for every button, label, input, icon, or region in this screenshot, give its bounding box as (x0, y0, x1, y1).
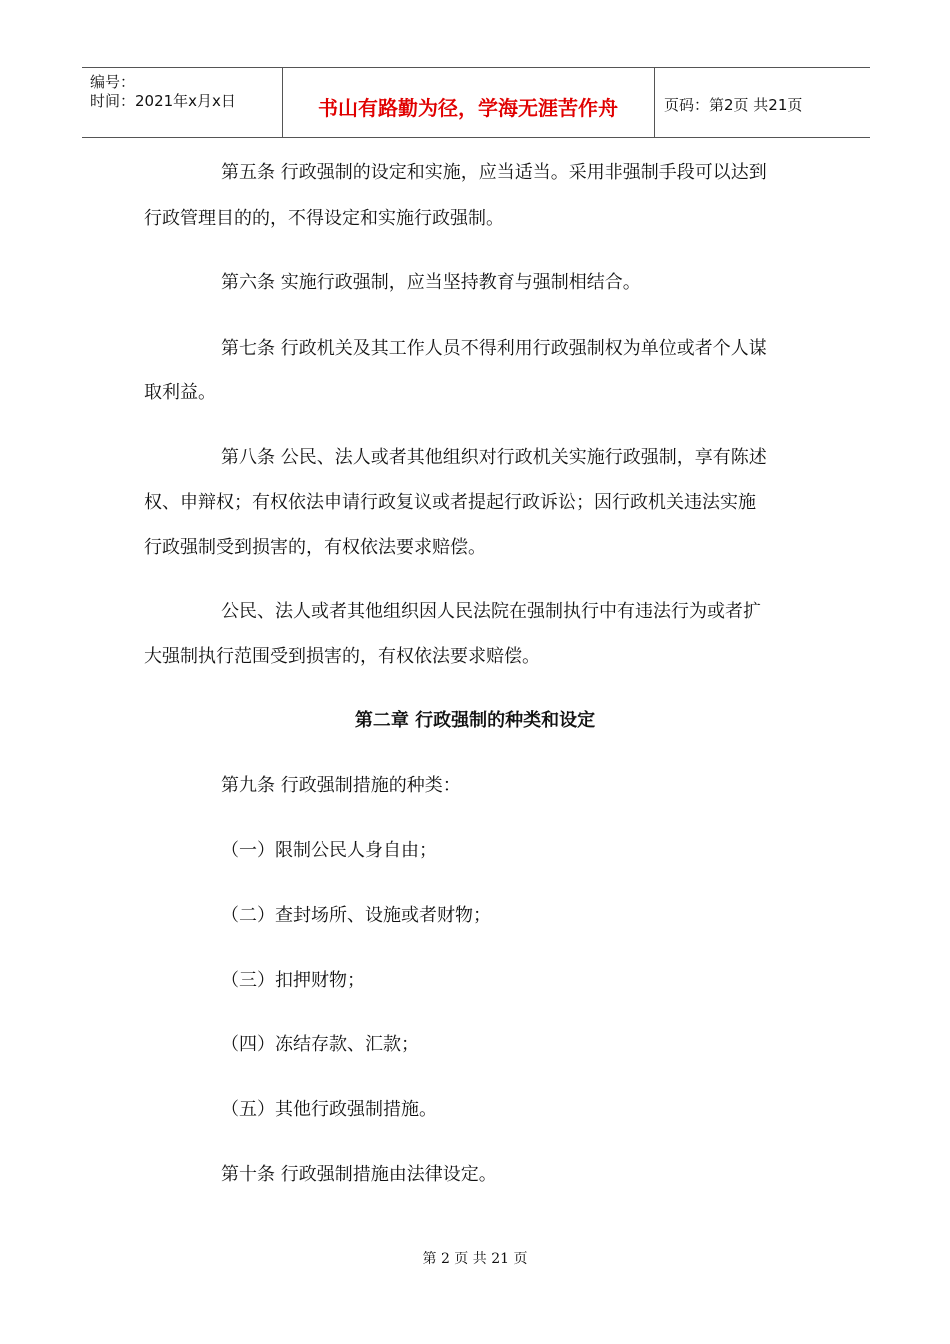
document-number-label: 编号： (90, 73, 136, 91)
article-8-para-2-line-1: 公民、法人或者其他组织因人民法院在强制执行中有违法行为或者扩 (221, 601, 761, 622)
list-item: （三）扣押财物； (221, 970, 365, 991)
article-8-line-3: 行政强制受到损害的，有权依法要求赔偿。 (144, 537, 486, 558)
list-item: （二）查封场所、设施或者财物； (221, 905, 491, 926)
article-8-line-2: 权、申辩权；有权依法申请行政复议或者提起行政诉讼；因行政机关违法实施 (144, 492, 756, 513)
article-5-line-1: 第五条 行政强制的设定和实施，应当适当。采用非强制手段可以达到 (221, 162, 767, 183)
article-7-line-2: 取利益。 (144, 382, 216, 403)
article-5-line-2: 行政管理目的的，不得设定和实施行政强制。 (144, 208, 504, 229)
page-header (82, 67, 870, 138)
list-item: （五）其他行政强制措施。 (221, 1099, 437, 1120)
header-motto-cell (282, 68, 655, 137)
document-date-label: 时间：2021年x月x日 (90, 92, 236, 110)
chapter-heading: 第二章 行政强制的种类和设定 (354, 710, 596, 731)
article-6: 第六条 实施行政强制，应当坚持教育与强制相结合。 (221, 272, 641, 293)
article-10: 第十条 行政强制措施由法律设定。 (221, 1164, 497, 1185)
article-8-para-2-line-2: 大强制执行范围受到损害的，有权依法要求赔偿。 (144, 646, 540, 667)
list-item: （一）限制公民人身自由； (221, 840, 437, 861)
article-7-line-1: 第七条 行政机关及其工作人员不得利用行政强制权为单位或者个人谋 (221, 338, 767, 359)
header-motto: 书山有路勤为径，学海无涯苦作舟 (318, 96, 618, 120)
list-item: （四）冻结存款、汇款； (221, 1034, 419, 1055)
header-page-cell (654, 68, 870, 137)
header-meta (82, 68, 283, 137)
article-8-line-1: 第八条 公民、法人或者其他组织对行政机关实施行政强制，享有陈述 (221, 447, 767, 468)
header-page-label: 页码：第2页 共21页 (664, 96, 803, 114)
page-footer: 第 2 页 共 21 页 (422, 1251, 528, 1267)
article-9: 第九条 行政强制措施的种类： (221, 775, 461, 796)
